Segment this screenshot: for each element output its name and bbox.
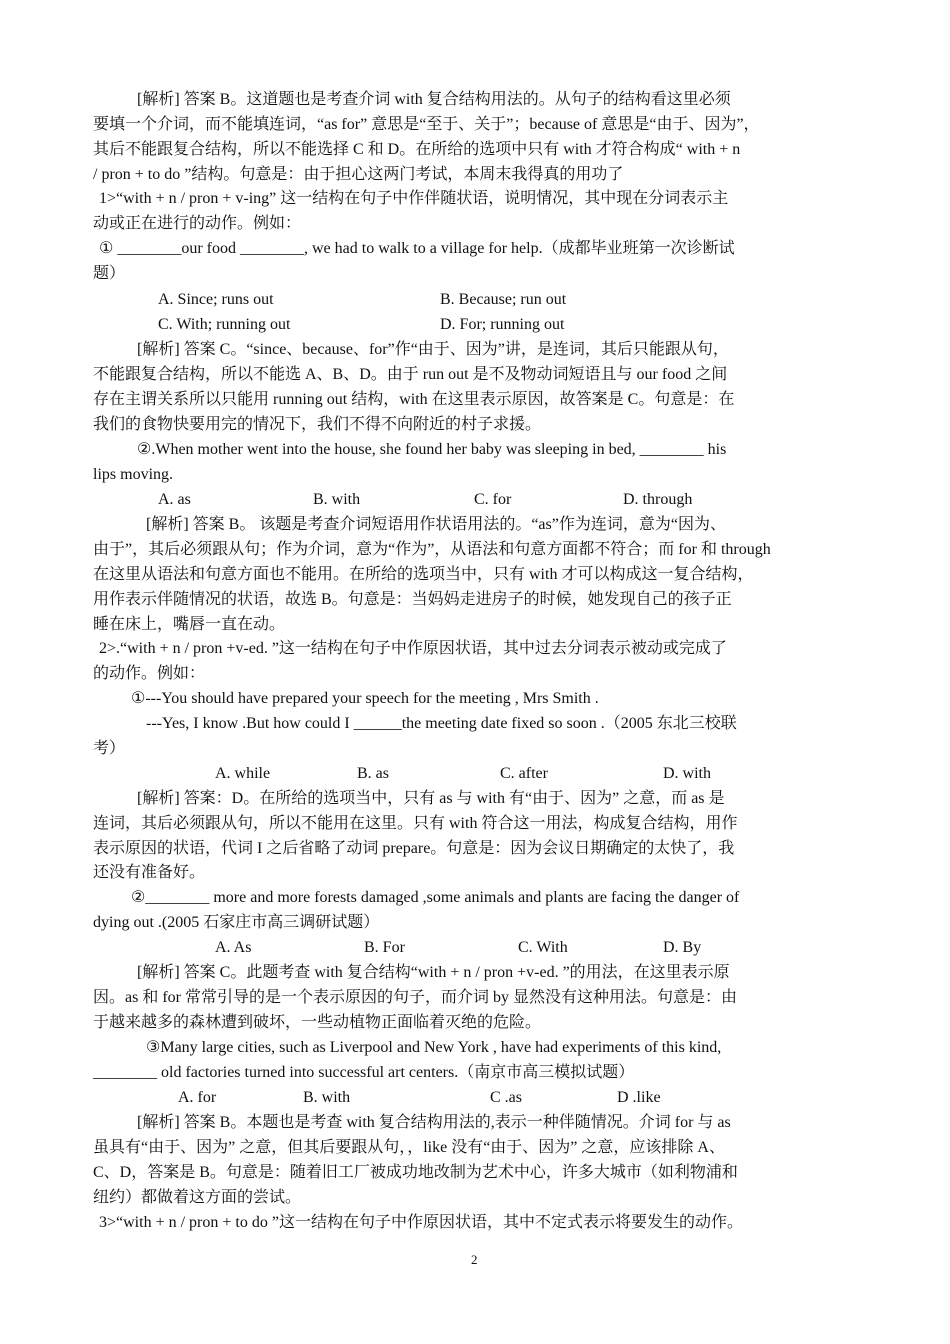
option-item: D. By: [663, 939, 702, 956]
option-item: B. as: [357, 765, 389, 782]
text-line: ③Many large cities, such as Liverpool and New York , have had experiments of this kind,: [146, 1039, 722, 1056]
text-line: 由于”，其后必须跟从句；作为介词，意为“作为”，从语法和句意方面都不符合；而 for 和 through: [93, 541, 771, 558]
text-line: ②________ more and more forests damaged ,some animals and plants are facing the danger of: [131, 889, 740, 906]
text-line: 动或正在进行的动作。例如：: [93, 215, 302, 232]
text-line: lips moving.: [93, 466, 174, 483]
option-item: D. through: [623, 491, 693, 508]
text-line: 虽具有“由于、因为” 之意，但其后要跟从句，，like 没有“由于、因为” 之意，应该排除 A、: [93, 1139, 725, 1156]
text-line: 不能跟复合结构，所以不能选 A、B、D。由于 run out 是不及物动词短语且与 our food 之间: [93, 366, 728, 383]
option-item: B. with: [313, 491, 361, 508]
option-item: B. For: [364, 939, 405, 956]
text-line: [解析] 答案 B。本题也是考查 with 复合结构用法的,表示一种伴随情况。介词 for 与 as: [137, 1114, 731, 1131]
text-line: 要填一个介词，而不能填连词，“as for” 意思是“至于、关于”；because of 意思是“由于、因为”，: [93, 116, 760, 133]
option-item: A. Since; runs out: [158, 291, 274, 308]
option-item: C. With: [518, 939, 568, 956]
option-item: C. With; running out: [158, 316, 291, 333]
option-item: B. with: [303, 1089, 351, 1106]
text-line: [解析] 答案：D。在所给的选项当中，只有 as 与 with 有“由于、因为” 之意，而 as 是: [137, 790, 725, 807]
text-line: 在这里从语法和句意方面也不能用。在所给的选项当中，只有 with 才可以构成这一复合结构，: [93, 566, 754, 583]
option-item: A. As: [215, 939, 252, 956]
text-line: [解析] 答案 C。此题考查 with 复合结构“with + n / pron +v-ed. ”的用法，在这里表示原: [137, 964, 730, 981]
text-line: ②.When mother went into the house, she found her baby was sleeping in bed, ________ his: [137, 441, 727, 458]
option-item: D. For; running out: [440, 316, 565, 333]
text-line: ① ________our food ________, we had to walk to a village for help.（成都毕业班第一次诊断试: [99, 240, 735, 257]
option-item: A. as: [158, 491, 191, 508]
text-line: 纽约）都做着这方面的尝试。: [93, 1189, 302, 1206]
option-item: B. Because; run out: [440, 291, 567, 308]
text-line: [解析] 答案 B。 该题是考查介词短语用作状语用法的。“as”作为连词，意为“因为、: [146, 516, 726, 533]
option-item: A. for: [178, 1089, 217, 1106]
text-line: ________ old factories turned into successful art centers.（南京市高三模拟试题）: [93, 1064, 635, 1081]
text-line: 1>“with + n / pron + v-ing” 这一结构在句子中作伴随状语，说明情况，其中现在分词表示主: [99, 190, 729, 207]
text-line: 3>“with + n / pron + to do ”这一结构在句子中作原因状语，其中不定式表示将要发生的动作。: [99, 1214, 743, 1231]
text-line: 用作表示伴随情况的状语，故选 B。句意是：当妈妈走进房子的时候，她发现自己的孩子正: [93, 591, 732, 608]
text-line: 还没有准备好。: [93, 864, 206, 881]
text-line: ①---You should have prepared your speech for the meeting , Mrs Smith .: [131, 690, 599, 707]
option-item: C. for: [474, 491, 512, 508]
text-line: 题）: [93, 265, 126, 282]
text-line: 的动作。例如：: [93, 665, 206, 682]
text-line: [解析] 答案 C。“since、because、for”作“由于、因为”讲，是连词，其后只能跟从句，: [137, 341, 729, 358]
option-item: C .as: [490, 1089, 522, 1106]
text-line: 2>.“with + n / pron +v-ed. ”这一结构在句子中作原因状语，其中过去分词表示被动或完成了: [99, 640, 727, 657]
option-item: A. while: [215, 765, 271, 782]
text-line: 于越来越多的森林遭到破坏，一些动植物正面临着灭绝的危险。: [93, 1014, 542, 1031]
text-line: 我们的食物快要用完的情况下，我们不得不向附近的村子求援。: [93, 416, 542, 433]
text-line: 因。as 和 for 常常引导的是一个表示原因的句子，而介词 by 显然没有这种用法。句意是：由: [93, 989, 737, 1006]
text-line: 连词，其后必须跟从句，所以不能用在这里。只有 with 符合这一用法，构成复合结构，用作: [93, 815, 738, 832]
text-line: C、D，答案是 B。句意是：随着旧工厂被成功地改制为艺术中心，许多大城市（如利物浦和: [93, 1164, 738, 1181]
text-line: ---Yes, I know .But how could I ______the meeting date fixed so soon .（2005 东北三校联: [146, 715, 737, 732]
option-item: C. after: [500, 765, 548, 782]
text-line: 睡在床上，嘴唇一直在动。: [93, 616, 286, 633]
option-item: D .like: [617, 1089, 661, 1106]
text-line: 存在主谓关系所以只能用 running out 结构，with 在这里表示原因，故答案是 C。句意是：在: [93, 391, 735, 408]
text-line: / pron + to do ”结构。句意是：由于担心这两门考试，本周末我得真的用功了: [93, 166, 624, 183]
text-line: 表示原因的状语，代词 I 之后省略了动词 prepare。句意是：因为会议日期确定的太快了，我: [93, 840, 735, 857]
text-line: 考）: [93, 740, 126, 757]
text-line: dying out .(2005 石家庄市高三调研试题）: [93, 914, 380, 931]
option-item: D. with: [663, 765, 711, 782]
page-number: 2: [471, 1252, 478, 1267]
text-line: 其后不能跟复合结构，所以不能选择 C 和 D。在所给的选项中只有 with 才符合构成“ with + n: [93, 141, 741, 158]
text-line: [解析] 答案 B。这道题也是考查介词 with 复合结构用法的。从句子的结构看这里必须: [137, 91, 731, 108]
